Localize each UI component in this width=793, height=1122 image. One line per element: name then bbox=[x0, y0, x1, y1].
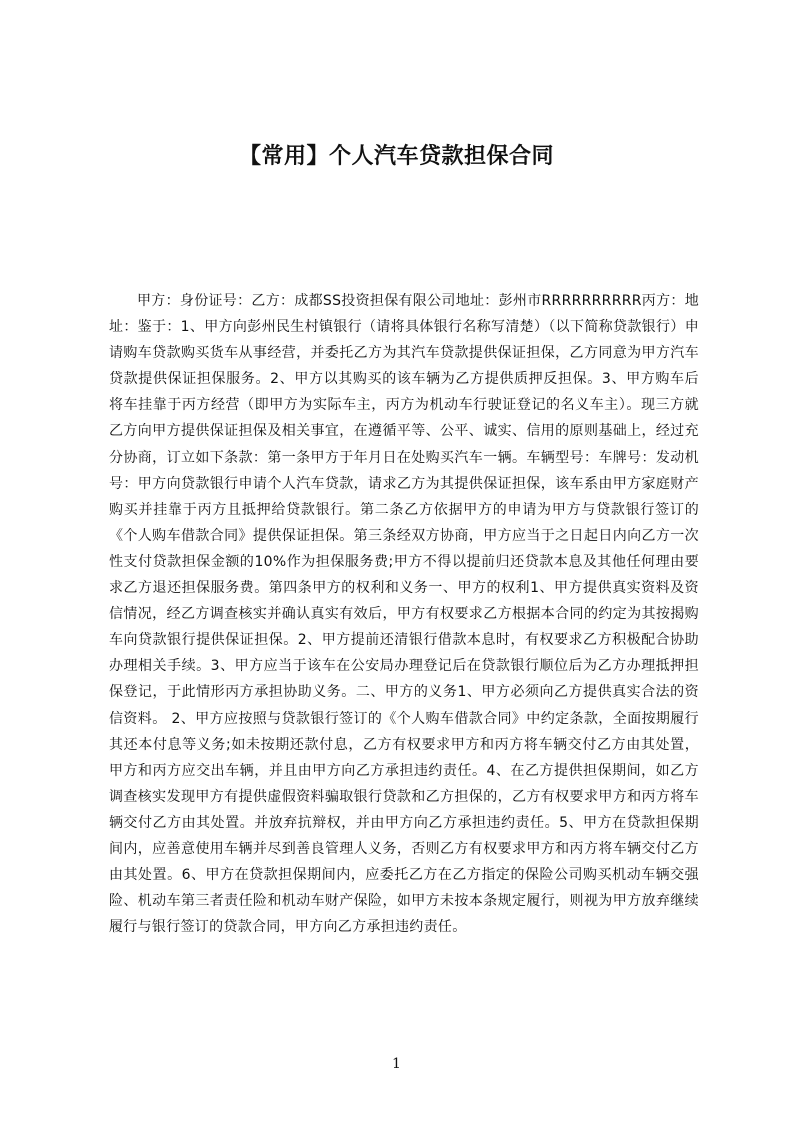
page-number: 1 bbox=[392, 1056, 401, 1072]
contract-body-paragraph: 甲方：身份证号：乙方：成都SS投资担保有限公司地址：彭州市RRRRRRRRRR丙方：地址：鉴于：1、甲方向彭州民生村镇银行（请将具体银行名称写清楚）（以下简称贷款银行）申请购车贷款购买货车从事经营，并委托乙方为其汽车贷款提供保证担保，乙方同意为甲方汽车贷款提供保证担保服务。2、甲方以其购买的该车辆为乙方提供质押反担保。3、甲方购车后将车挂靠于丙方经营（即甲方为实际车主，丙方为机动车行驶证登记的名义车主）。现三方就乙方向甲方提供保证担保及相关事宜，在遵循平等、公平、诚实、信用的原则基础上，经过充分协商，订立如下条款：第一条甲方于年月日在处购买汽车一辆。车辆型号：车牌号：发动机号：甲方向贷款银行申请个人汽车贷款，请求乙方为其提供保证担保，该车系由甲方家庭财产购买并挂靠于丙方且抵押给贷款银行。第二条乙方依据甲方的申请为甲方与贷款银行签订的《个人购车借款合同》提供保证担保。第三条经双方协商，甲方应当于之日起日内向乙方一次性支付贷款担保金额的10%作为担保服务费;甲方不得以提前归还贷款本息及其他任何理由要求乙方退还担保服务费。第四条甲方的权利和义务一、甲方的权利1、甲方提供真实资料及资信情况，经乙方调查核实并确认真实有效后，甲方有权要求乙方根据本合同的约定为其按揭购车向贷款银行提供保证担保。2、甲方提前还清银行借款本息时，有权要求乙方积极配合协助办理相关手续。3、甲方应当于该车在公安局办理登记后在贷款银行顺位后为乙方办理抵押担保登记，于此情形丙方承担协助义务。二、甲方的义务1、甲方必须向乙方提供真实合法的资信资料。 2、甲方应按照与贷款银行签订的《个人购车借款合同》中约定条款，全面按期履行其还本付息等义务;如未按期还款付息，乙方有权要求甲方和丙方将车辆交付乙方由其处置，甲方和丙方应交出车辆，并且由甲方向乙方承担违约责任。4、在乙方提供担保期间，如乙方调查核实发现甲方有提供虚假资料骗取银行贷款和乙方担保的，乙方有权要求甲方和丙方将车辆交付乙方由其处置。并放弃抗辩权，并由甲方向乙方承担违约责任。5、甲方在贷款担保期间内，应善意使用车辆并尽到善良管理人义务，否则乙方有权要求甲方和丙方将车辆交付乙方由其处置。6、甲方在贷款担保期间内，应委托乙方在乙方指定的保险公司购买机动车辆交强险、机动车第三者责任险和机动车财产保险，如甲方未按本条规定履行，则视为甲方放弃继续履行与银行签订的贷款合同，甲方向乙方承担违约责任。 bbox=[109, 293, 699, 936]
document-title: 【常用】个人汽车贷款担保合同 bbox=[238, 144, 554, 169]
